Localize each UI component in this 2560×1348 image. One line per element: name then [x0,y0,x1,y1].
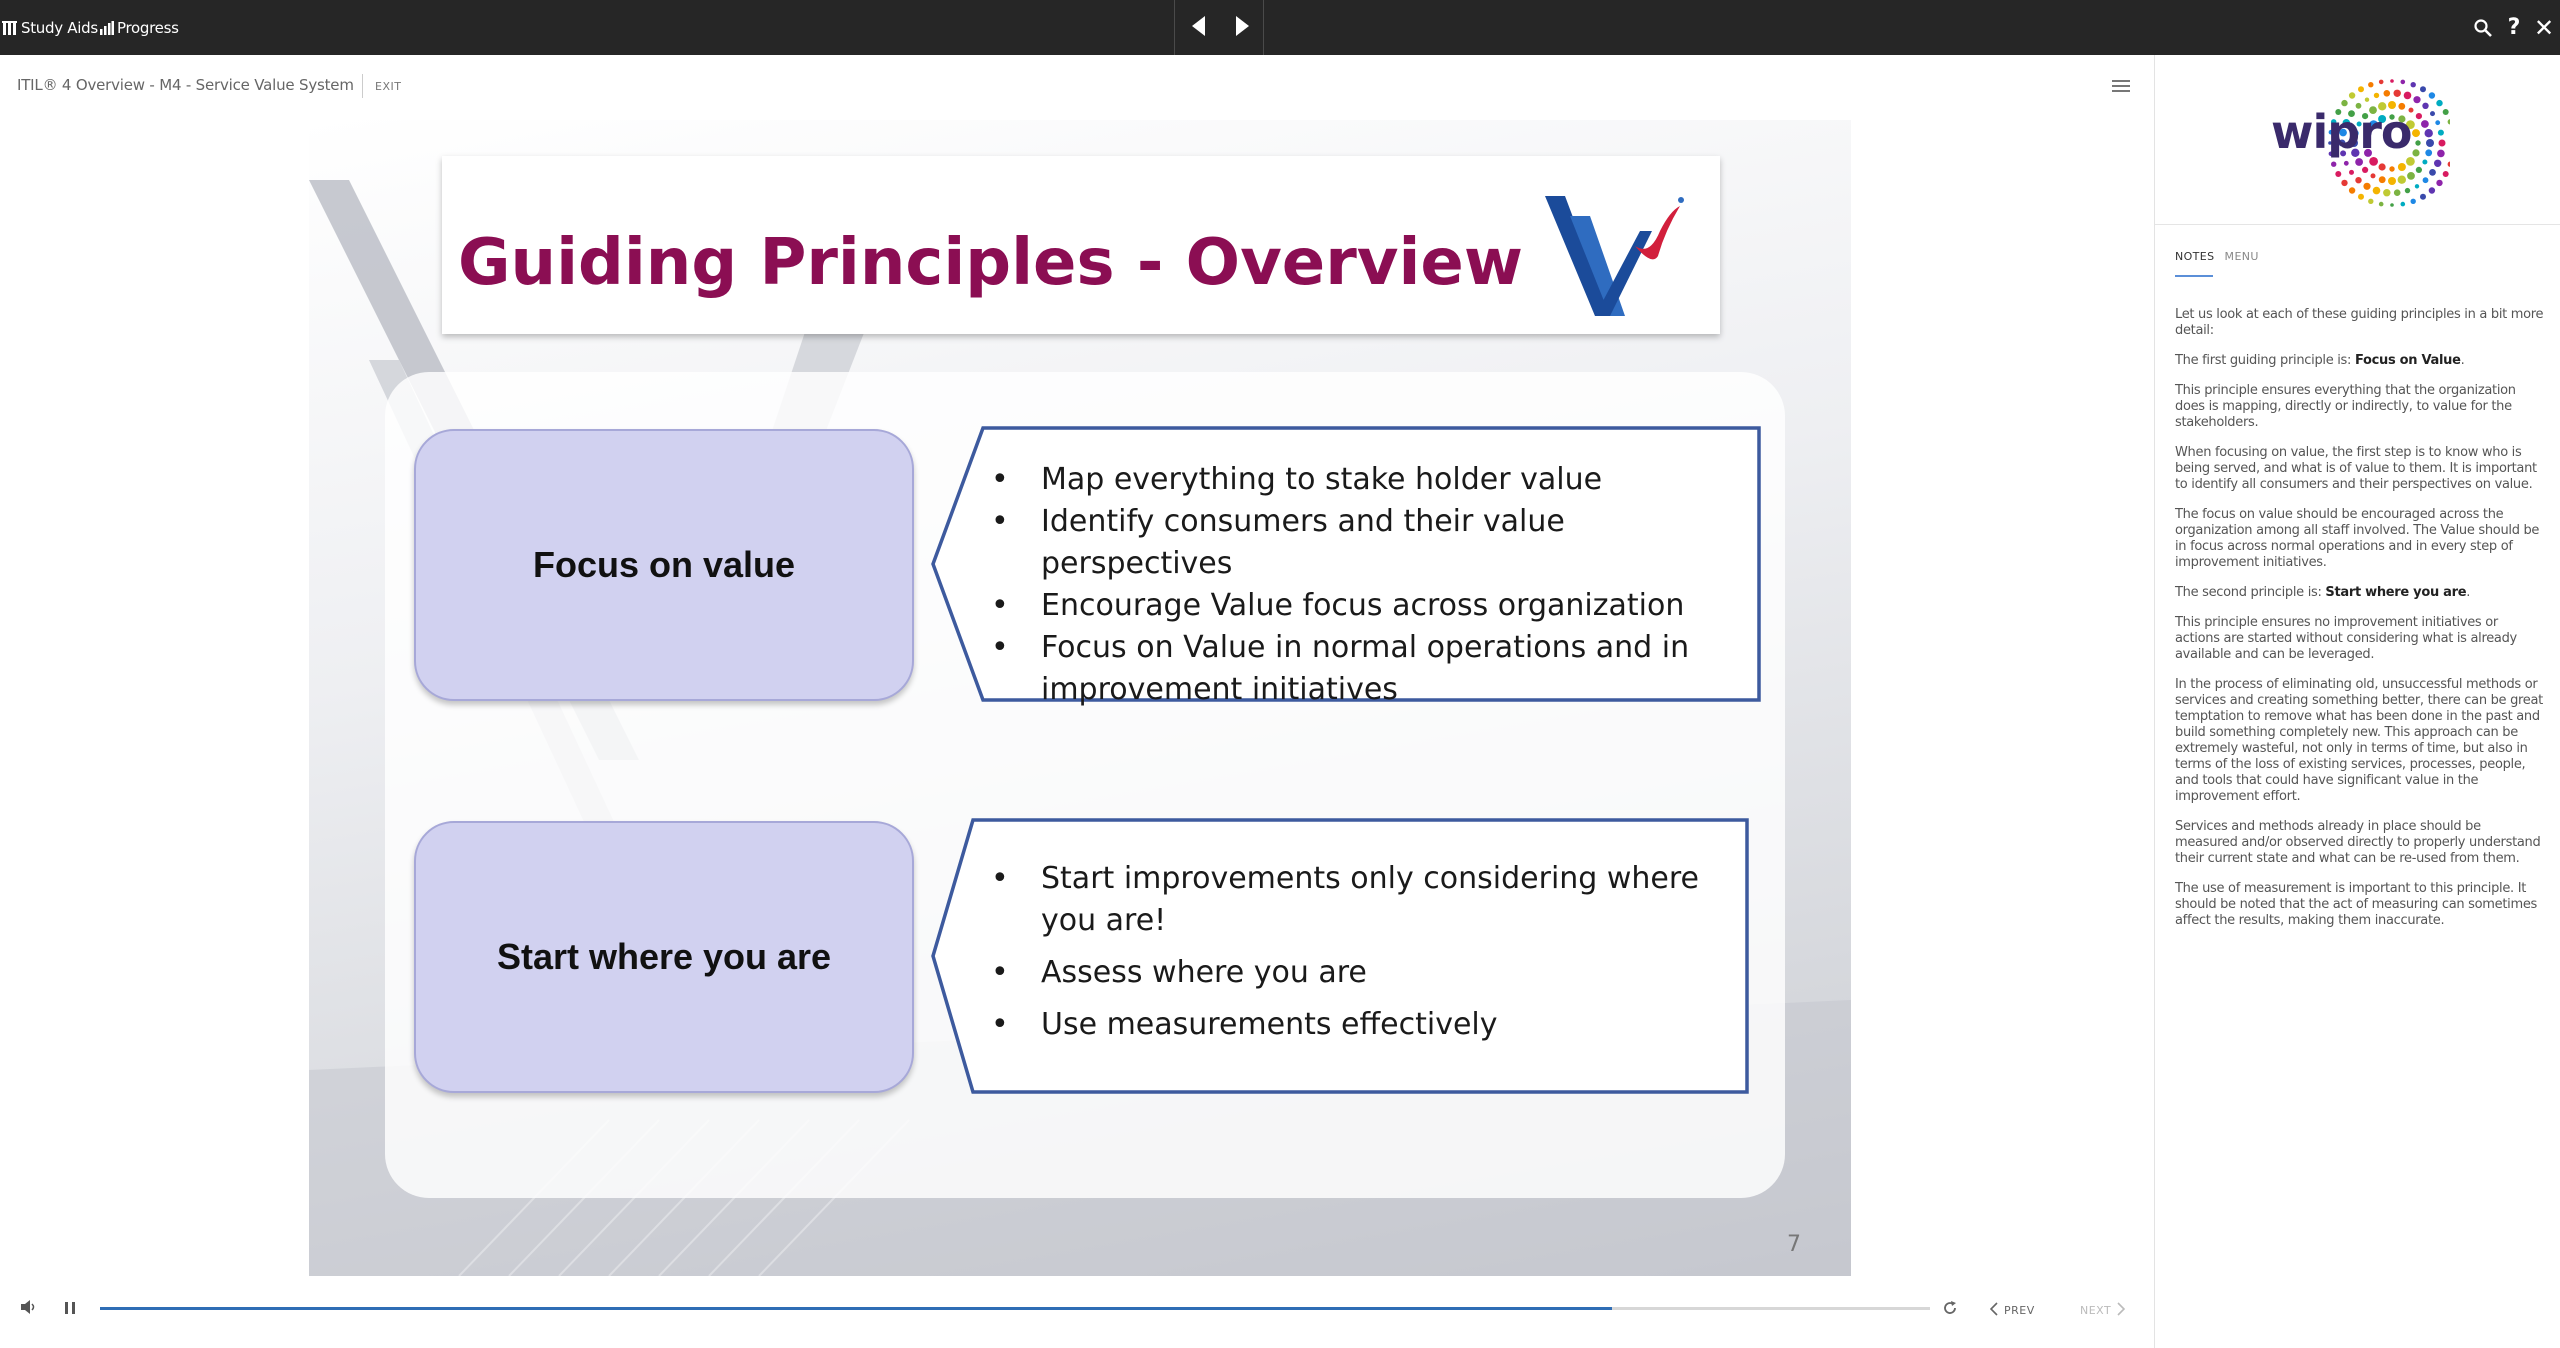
help-button[interactable] [2500,0,2528,55]
notes-paragraph: Services and methods already in place should be measured and/or observed directly to properly understand their current state and what can be re-used from them. [2175,819,2541,866]
notes-paragraph: This principle ensures everything that the organization does is mapping, directly or indirectly, to value for the stakeholders. [2175,383,2516,430]
triangle-left-icon [1192,16,1206,40]
bullet-item: • Map everything to stake holder value [991,459,1721,501]
notes-paragraph: The focus on value should be encouraged across the organization among all staff involved. The Value should be in focus across normal operations and in every step of improvement initiatives. [2175,507,2540,570]
slide-nav-group [1174,0,1264,55]
help-icon: ? [2507,15,2521,40]
chevron-right-icon [2117,1302,2125,1319]
search-button[interactable] [2468,0,2498,55]
prev-button[interactable] [1990,1302,2035,1319]
prev-label: PREV [2004,1304,2035,1317]
bullet-item: • Use measurements effectively [991,1004,1721,1046]
slide-title: Guiding Principles - Overview [458,226,1523,300]
replay-icon[interactable] [1942,1300,1958,1320]
study-aids-icon [2,20,18,36]
bullet-item: • Assess where you are [991,952,1721,994]
principle-callout-focus-on-value [931,426,1763,706]
sidebar [2154,55,2560,1348]
pause-icon[interactable] [64,1300,76,1320]
search-icon [2474,19,2492,37]
slide-canvas [309,120,1851,1276]
course-title: ITIL® 4 Overview - M4 - Service Value System [17,76,354,94]
sidebar-tabs [2175,250,2259,277]
tab-notes[interactable]: NOTES [2175,250,2215,277]
progress-bars-icon [100,20,114,36]
close-button[interactable] [2530,0,2558,55]
title-divider [362,74,363,98]
next-slide-button[interactable] [1220,0,1264,55]
principle-name-bold: Focus on Value [2354,353,2461,368]
top-toolbar [0,0,2560,55]
principle-box-focus-on-value [414,429,914,701]
notes-paragraph: The first guiding principle is: Focus on Value. [2175,353,2465,368]
exit-link[interactable]: EXIT [375,80,402,93]
close-icon: ✕ [2533,13,2555,42]
notes-paragraph: Let us look at each of these guiding principles in a bit more detail: [2175,307,2544,338]
progress-label: Progress [117,18,179,37]
itil-w-logo-icon [1540,176,1690,320]
brand-name: wipro [2271,105,2412,159]
next-label: NEXT [2080,1304,2112,1317]
previous-slide-button[interactable] [1177,0,1221,55]
next-button[interactable] [2080,1302,2125,1319]
principle-name: Focus on value [532,544,796,585]
principle-bullets [991,459,1721,711]
chevron-left-icon [1990,1302,1998,1319]
triangle-right-icon [1235,16,1249,40]
study-aids-button[interactable] [2,0,98,55]
tab-menu[interactable]: MENU [2224,250,2259,263]
principle-name-bold: Start where you are [2325,585,2467,600]
bullet-item: • Focus on Value in normal operations and in improvement initiatives [991,627,1721,711]
playback-progress-fill [100,1307,1612,1310]
notes-paragraph: In the process of eliminating old, unsuccessful methods or services and creating something better, there can be great temptation to remove what has been done in the past and build something completely new. This approach can be extremely wasteful, not only in terms of time, but also in terms of the loss of existing services, processes, people, and tools that could have significant value in the improvement effort. [2175,677,2543,804]
hamburger-icon[interactable] [2112,78,2130,97]
playback-scrubber[interactable] [100,1307,1930,1310]
notes-paragraph: When focusing on value, the first step is to know who is being served, and what is of value to them. It is important to identify all consumers and their perspectives on value. [2175,445,2537,492]
principle-box-start-where-you-are [414,821,914,1093]
bullet-item: • Identify consumers and their value perspectives [991,501,1721,585]
notes-content [2175,307,2545,943]
notes-paragraph: The second principle is: Start where you are. [2175,585,2471,600]
notes-paragraph: This principle ensures no improvement initiatives or actions are started without considering what is already available and can be leveraged. [2175,615,2517,662]
bullet-item: • Start improvements only considering where you are! [991,858,1721,942]
slide-title-box [442,156,1720,334]
principle-callout-start-where-you-are [931,818,1751,1098]
principle-bullets [991,858,1721,1056]
principle-name: Start where you are [496,936,832,977]
study-aids-label: Study Aids [21,18,98,37]
bullet-item: • Encourage Value focus across organization [991,585,1721,627]
progress-button[interactable] [100,0,179,55]
volume-icon[interactable] [20,1299,38,1319]
notes-paragraph: The use of measurement is important to this principle. It should be noted that the act of measuring can sometimes affect the results, making them inaccurate. [2175,881,2537,928]
slide-number: 7 [1787,1232,1801,1257]
sidebar-logo-area [2155,55,2560,225]
